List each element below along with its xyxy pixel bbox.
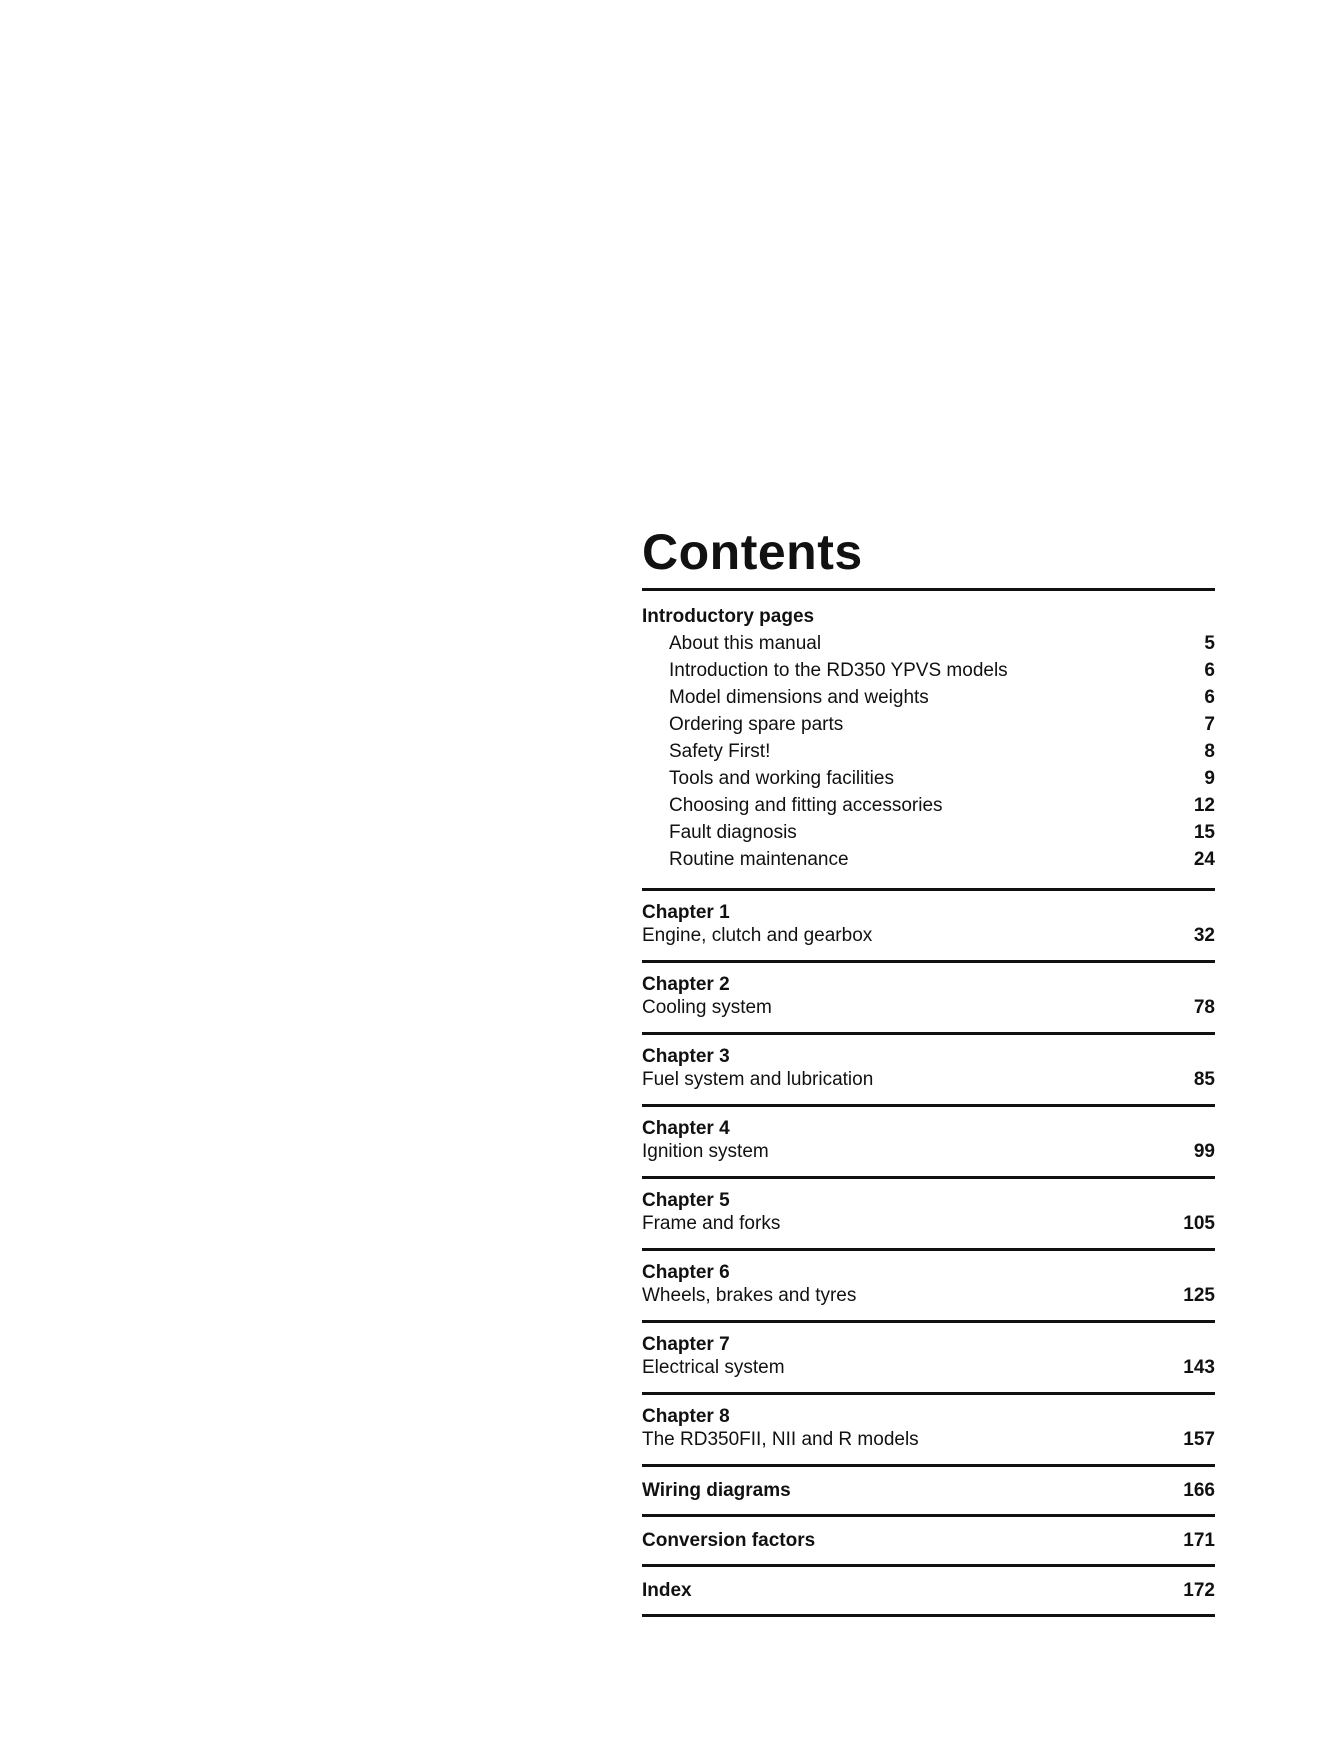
page-number: 143 — [1183, 1357, 1215, 1378]
chapter-title: Wheels, brakes and tyres — [642, 1285, 857, 1306]
chapter-entry-link[interactable] — [642, 963, 1215, 1032]
page-number: 171 — [1183, 1530, 1215, 1551]
page-number: 99 — [1193, 1141, 1215, 1162]
page-number: 7 — [1204, 714, 1215, 735]
page-number: 78 — [1193, 997, 1215, 1018]
page-number: 125 — [1183, 1285, 1215, 1306]
chapter-entry-link[interactable] — [642, 891, 1215, 960]
toc-entry-link[interactable] — [642, 630, 1215, 657]
chapter-title: Frame and forks — [642, 1213, 781, 1234]
chapter-title: Fuel system and lubrication — [642, 1069, 874, 1090]
toc-entry-link[interactable] — [642, 738, 1215, 765]
table-of-contents — [642, 522, 1215, 1617]
entry-title: Ordering spare parts — [669, 714, 844, 735]
entry-title: Conversion factors — [642, 1530, 816, 1551]
page-number: 105 — [1183, 1213, 1215, 1234]
chapter-label: Chapter 6 — [642, 1262, 730, 1283]
chapter-label: Chapter 8 — [642, 1406, 730, 1427]
toc-entry-link[interactable] — [642, 765, 1215, 792]
chapter-row — [642, 1212, 1215, 1236]
chapter-entry-link[interactable] — [642, 1251, 1215, 1320]
appendix-list — [642, 1467, 1215, 1617]
appendix-entry-link[interactable] — [642, 1517, 1215, 1564]
appendix-entry-link[interactable] — [642, 1567, 1215, 1614]
toc-entry-link[interactable] — [642, 819, 1215, 846]
intro-heading: Introductory pages — [642, 606, 815, 627]
divider — [642, 1614, 1215, 1617]
entry-title: Routine maintenance — [669, 849, 849, 870]
chapter-row — [642, 1356, 1215, 1380]
chapter-label: Chapter 5 — [642, 1190, 730, 1211]
page-number: 85 — [1193, 1069, 1215, 1090]
chapter-row — [642, 1068, 1215, 1092]
entry-title: Wiring diagrams — [642, 1480, 791, 1501]
page-number: 24 — [1193, 849, 1215, 870]
toc-entry-link[interactable] — [642, 792, 1215, 819]
chapter-label: Chapter 2 — [642, 974, 730, 995]
page-number: 9 — [1204, 768, 1215, 789]
chapter-label: Chapter 4 — [642, 1118, 730, 1139]
page-number: 166 — [1183, 1480, 1215, 1501]
chapter-title: The RD350FII, NII and R models — [642, 1429, 919, 1450]
page-number: 32 — [1193, 925, 1215, 946]
page-number: 172 — [1183, 1580, 1215, 1601]
chapter-entry-link[interactable] — [642, 1395, 1215, 1464]
page-number: 15 — [1193, 822, 1215, 843]
page-number: 5 — [1204, 633, 1215, 654]
toc-entry-link[interactable] — [642, 684, 1215, 711]
divider — [642, 588, 1215, 591]
page-number: 6 — [1204, 660, 1215, 681]
chapter-entry-link[interactable] — [642, 1107, 1215, 1176]
entry-title: Fault diagnosis — [669, 822, 797, 843]
entry-title: Safety First! — [669, 741, 771, 762]
chapter-title: Electrical system — [642, 1357, 785, 1378]
toc-entry-link[interactable] — [642, 657, 1215, 684]
entry-title: Choosing and fitting accessories — [669, 795, 943, 816]
chapter-label: Chapter 3 — [642, 1046, 730, 1067]
toc-entry-link[interactable] — [642, 711, 1215, 738]
chapter-row — [642, 1284, 1215, 1308]
entry-title: Index — [642, 1580, 692, 1601]
chapter-list — [642, 891, 1215, 1467]
chapter-entry-link[interactable] — [642, 1323, 1215, 1392]
entry-title: About this manual — [669, 633, 822, 654]
chapter-row — [642, 1428, 1215, 1452]
entry-title: Tools and working facilities — [669, 768, 894, 789]
page-number: 157 — [1183, 1429, 1215, 1450]
chapter-row — [642, 996, 1215, 1020]
chapter-title: Cooling system — [642, 997, 772, 1018]
intro-list — [642, 630, 1215, 873]
chapter-entry-link[interactable] — [642, 1179, 1215, 1248]
page-number: 6 — [1204, 687, 1215, 708]
chapter-label: Chapter 7 — [642, 1334, 730, 1355]
entry-title: Model dimensions and weights — [669, 687, 929, 708]
appendix-entry-link[interactable] — [642, 1467, 1215, 1514]
chapter-row — [642, 1140, 1215, 1164]
page-number: 8 — [1204, 741, 1215, 762]
chapter-title: Engine, clutch and gearbox — [642, 925, 873, 946]
chapter-entry-link[interactable] — [642, 1035, 1215, 1104]
page-number: 12 — [1193, 795, 1215, 816]
chapter-row — [642, 924, 1215, 948]
chapter-title: Ignition system — [642, 1141, 769, 1162]
chapter-label: Chapter 1 — [642, 902, 730, 923]
toc-entry-link[interactable] — [642, 846, 1215, 873]
entry-title: Introduction to the RD350 YPVS models — [669, 660, 1008, 681]
page-title: Contents — [642, 524, 863, 580]
